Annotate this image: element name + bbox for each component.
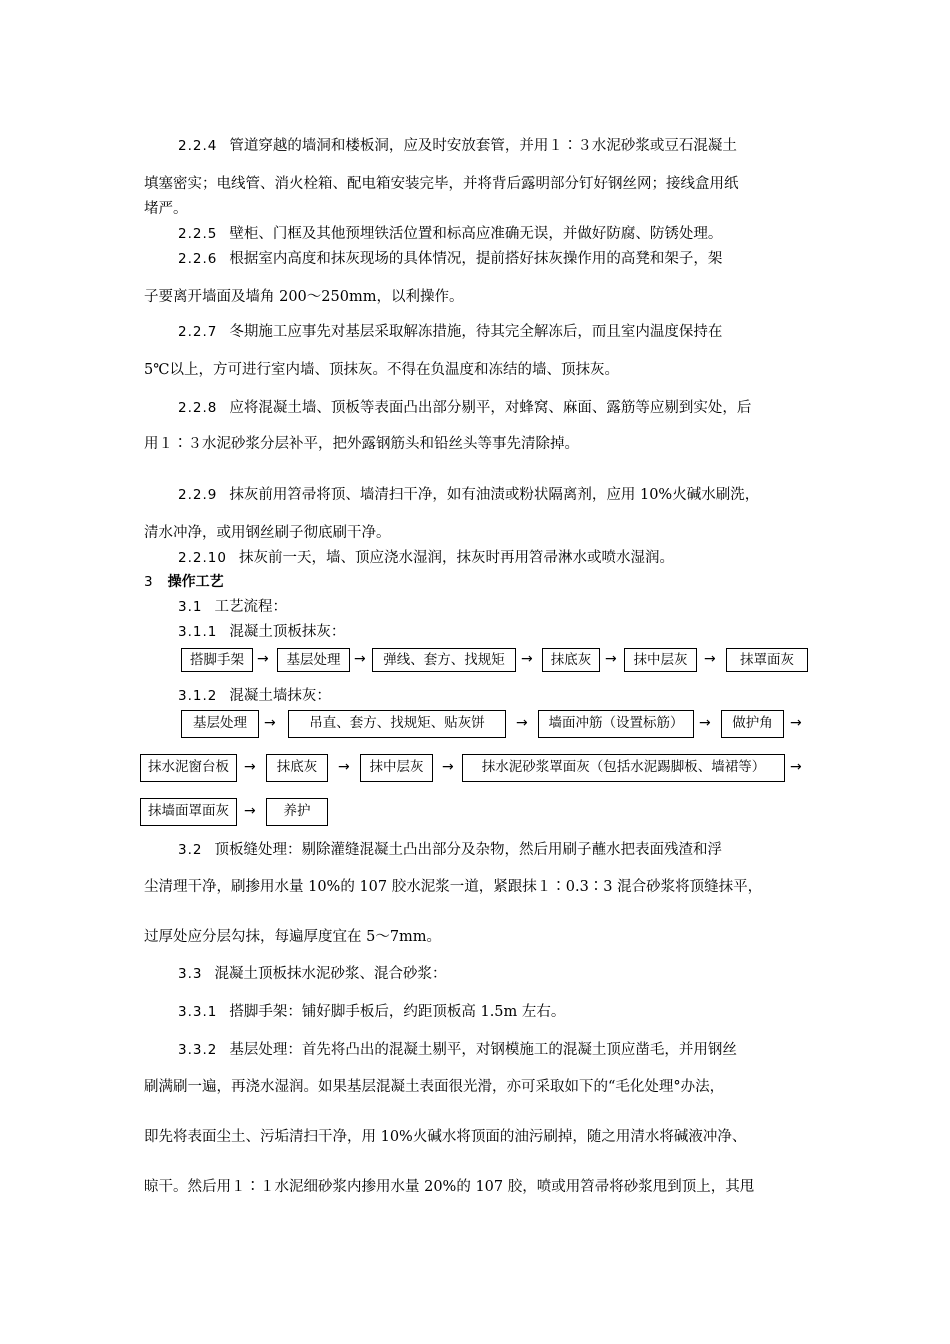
para-2-2-9-line2: 清水冲净，或用钢丝刷子彻底刷干净。 [144, 525, 391, 541]
section-3-1-2-heading: 3.1.2 混凝土墙抹灰： [178, 688, 331, 704]
para-3-3-1: 3.3.1 搭脚手架：铺好脚手板后，约距顶板高 1.5m 左右。 [178, 1004, 566, 1020]
flow2-step-cement-finish: 抹水泥砂浆罩面灰（包括水泥踢脚板、墙裙等） [462, 754, 785, 782]
para-2-2-7-line1: 2.2.7 冬期施工应事先对基层采取解冻措施，待其完全解冻后，而且室内温度保持在 [178, 324, 723, 340]
para-2-2-8-line2: 用１∶３水泥砂浆分层补平，把外露钢筋头和铅丝头等事先清除掉。 [144, 436, 579, 452]
flow2-arrow: → [790, 715, 802, 731]
para-2-2-6-line2: 子要离开墙面及墙角 200～250mm，以利操作。 [144, 289, 464, 305]
flow2-step-base: 基层处理 [181, 710, 259, 738]
flow2-arrow: → [516, 715, 528, 731]
flow1-step-base-coat: 抹底灰 [542, 648, 600, 672]
para-3-3: 3.3 混凝土顶板抹水泥砂浆、混合砂浆： [178, 966, 447, 982]
flow2-arrow: → [244, 759, 256, 775]
para-3-3-2-line3: 即先将表面尘土、污垢清扫干净，用 10%火碱水将顶面的油污刷掉，随之用清水将碱液冲净、 [144, 1129, 747, 1145]
flow2-arrow: → [338, 759, 350, 775]
flow2-arrow: → [264, 715, 276, 731]
para-2-2-4-line3: 堵严。 [144, 201, 188, 217]
flow1-step-scaffold: 搭脚手架 [181, 648, 253, 672]
section-3-heading: 3 操作工艺 [144, 574, 224, 590]
flow2-step-corner: 做护角 [721, 710, 784, 738]
flow2-step-plumb: 吊直、套方、找规矩、贴灰饼 [288, 710, 506, 738]
flow1-arrow: → [521, 651, 533, 667]
para-2-2-5: 2.2.5 壁柜、门框及其他预埋铁活位置和标高应准确无误，并做好防腐、防锈处理。 [178, 226, 723, 242]
flow2-step-middle-coat: 抹中层灰 [360, 754, 433, 782]
flow1-step-layout: 弹线、套方、找规矩 [372, 648, 516, 672]
flow2-arrow: → [790, 759, 802, 775]
section-3-1-heading: 3.1 工艺流程： [178, 599, 287, 615]
para-2-2-7-line2: 5℃以上，方可进行室内墙、顶抹灰。不得在负温度和冻结的墙、顶抹灰。 [144, 362, 619, 378]
flow2-step-base-coat: 抹底灰 [266, 754, 328, 782]
flow1-arrow: → [354, 651, 366, 667]
flow1-arrow: → [704, 651, 716, 667]
para-3-3-2-line4: 晾干。然后用１∶１水泥细砂浆内掺用水量 20%的 107 胶，喷或用笤帚将砂浆甩到顶上，其甩 [144, 1179, 755, 1195]
para-2-2-4-line2: 填塞密实；电线管、消火栓箱、配电箱安装完毕，并将背后露明部分钉好钢丝网；接线盒用纸 [144, 176, 739, 192]
flow2-step-cure: 养护 [266, 798, 328, 826]
para-3-3-2-line1: 3.3.2 基层处理：首先将凸出的混凝土剔平，对钢模施工的混凝土顶应凿毛，并用钢丝 [178, 1042, 737, 1058]
flow2-step-wall-finish: 抹墙面罩面灰 [140, 798, 237, 826]
para-2-2-10: 2.2.10 抹灰前一天，墙、顶应浇水湿润，抹灰时再用笤帚淋水或喷水湿润。 [178, 550, 674, 566]
para-2-2-4-line1: 2.2.4 管道穿越的墙洞和楼板洞，应及时安放套管，并用１∶３水泥砂浆或豆石混凝土 [178, 138, 737, 154]
flow2-step-screed: 墙面冲筋（设置标筋） [538, 710, 694, 738]
flow2-step-sill: 抹水泥窗台板 [140, 754, 237, 782]
flow2-arrow: → [699, 715, 711, 731]
para-3-2-line3: 过厚处应分层勾抹，每遍厚度宜在 5～7mm。 [144, 929, 442, 945]
para-2-2-9-line1: 2.2.9 抹灰前用笤帚将顶、墙清扫干净，如有油渍或粉状隔离剂，应用 10%火碱水刷洗， [178, 487, 760, 503]
para-3-2-line2: 尘清理干净，刷掺用水量 10%的 107 胶水泥浆一道，紧跟抹１∶0.3∶3 混合砂浆将顶缝抹平， [144, 879, 763, 895]
flow1-step-base: 基层处理 [277, 648, 350, 672]
flow2-arrow: → [442, 759, 454, 775]
para-3-3-2-line2: 刷满刷一遍，再浇水湿润。如果基层混凝土表面很光滑，亦可采取如下的“毛化处理°办法， [144, 1079, 725, 1095]
para-2-2-6-line1: 2.2.6 根据室内高度和抹灰现场的具体情况，提前搭好抹灰操作用的高凳和架子，架 [178, 251, 723, 267]
flow1-arrow: → [257, 651, 269, 667]
para-2-2-8-line1: 2.2.8 应将混凝土墙、顶板等表面凸出部分剔平，对蜂窝、麻面、露筋等应剔到实处，后 [178, 400, 752, 416]
flow1-arrow: → [605, 651, 617, 667]
section-3-1-1-heading: 3.1.1 混凝土顶板抹灰： [178, 624, 346, 640]
flow1-step-finish-coat: 抹罩面灰 [726, 648, 808, 672]
flow1-step-middle-coat: 抹中层灰 [624, 648, 697, 672]
flow2-arrow: → [244, 803, 256, 819]
para-3-2-line1: 3.2 顶板缝处理：剔除灌缝混凝土凸出部分及杂物，然后用刷子蘸水把表面残渣和浮 [178, 842, 722, 858]
